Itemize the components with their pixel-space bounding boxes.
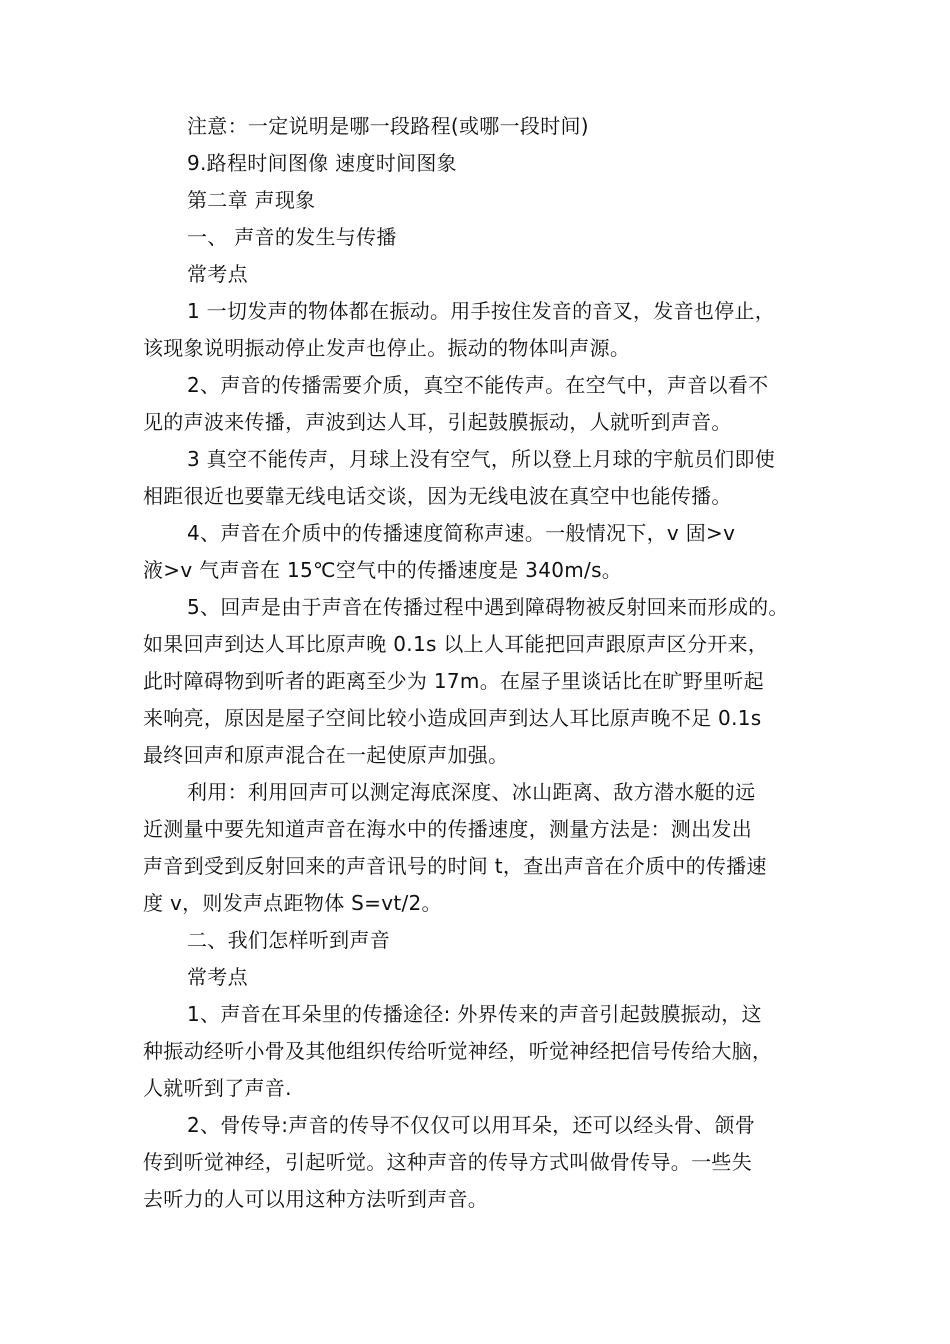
paragraph bbox=[143, 515, 813, 589]
text-line: 声音到受到反射回来的声音讯号的时间 t，查出声音在介质中的传播速 bbox=[143, 854, 767, 878]
paragraph bbox=[143, 182, 813, 219]
text-line: 种振动经听小骨及其他组织传给听觉神经，听觉神经把信号传给大脑， bbox=[143, 1039, 773, 1063]
text-line: 一、 声音的发生与传播 bbox=[187, 225, 397, 249]
paragraph bbox=[143, 256, 813, 293]
text-line: 常考点 bbox=[187, 965, 248, 989]
text-line: 4、声音在介质中的传播速度简称声速。一般情况下，v 固>v bbox=[187, 521, 736, 545]
paragraph bbox=[143, 108, 813, 145]
text-line: 常考点 bbox=[187, 262, 248, 286]
text-line: 3 真空不能传声，月球上没有空气，所以登上月球的宇航员们即使 bbox=[187, 447, 776, 471]
paragraph bbox=[143, 922, 813, 959]
paragraph bbox=[143, 367, 813, 441]
paragraph bbox=[143, 1107, 813, 1218]
text-line: 见的声波来传播，声波到达人耳，引起鼓膜振动，人就听到声音。 bbox=[143, 410, 732, 434]
text-line: 来响亮，原因是屋子空间比较小造成回声到达人耳比原声晚不足 0.1s bbox=[143, 706, 762, 730]
paragraph bbox=[143, 145, 813, 182]
text-line: 注意：一定说明是哪一段路程(或哪一段时间) bbox=[187, 114, 589, 138]
text-line: 如果回声到达人耳比原声晚 0.1s 以上人耳能把回声跟原声区分开来， bbox=[143, 632, 769, 656]
paragraph bbox=[143, 219, 813, 256]
text-line: 传到听觉神经，引起听觉。这种声音的传导方式叫做骨传导。一些失 bbox=[143, 1150, 752, 1174]
text-line: 1 一切发声的物体都在振动。用手按住发音的音叉，发音也停止， bbox=[187, 299, 776, 323]
text-line: 2、声音的传播需要介质，真空不能传声。在空气中，声音以看不 bbox=[187, 373, 769, 397]
text-line: 二、我们怎样听到声音 bbox=[187, 928, 390, 952]
text-line: 9.路程时间图像 速度时间图象 bbox=[187, 151, 457, 175]
text-line: 2、骨传导:声音的传导不仅仅可以用耳朵，还可以经头骨、颌骨 bbox=[187, 1113, 756, 1137]
text-line: 液>v 气声音在 15℃空气中的传播速度是 340m/s。 bbox=[143, 558, 623, 582]
text-line: 利用：利用回声可以测定海底深度、冰山距离、敌方潜水艇的远 bbox=[187, 780, 756, 804]
text-line: 该现象说明振动停止发声也停止。振动的物体叫声源。 bbox=[143, 336, 631, 360]
text-line: 此时障碍物到听者的距离至少为 17m。在屋子里谈话比在旷野里听起 bbox=[143, 669, 764, 693]
text-line: 度 v，则发声点距物体 S=vt/2。 bbox=[143, 891, 442, 915]
paragraph bbox=[143, 996, 813, 1107]
text-line: 5、回声是由于声音在传播过程中遇到障碍物被反射回来而形成的。 bbox=[187, 595, 789, 619]
text-line: 最终回声和原声混合在一起使原声加强。 bbox=[143, 743, 509, 767]
text-line: 相距很近也要靠无线电话交谈，因为无线电波在真空中也能传播。 bbox=[143, 484, 732, 508]
document-page bbox=[143, 108, 813, 1218]
paragraph bbox=[143, 293, 813, 367]
text-line: 近测量中要先知道声音在海水中的传播速度，测量方法是：测出发出 bbox=[143, 817, 752, 841]
text-line: 去听力的人可以用这种方法听到声音。 bbox=[143, 1187, 489, 1211]
paragraph bbox=[143, 959, 813, 996]
paragraph bbox=[143, 589, 813, 774]
text-line: 1、声音在耳朵里的传播途径: 外界传来的声音引起鼓膜振动，这 bbox=[187, 1002, 762, 1026]
text-line: 第二章 声现象 bbox=[187, 188, 316, 212]
paragraph bbox=[143, 774, 813, 922]
paragraph bbox=[143, 441, 813, 515]
text-line: 人就听到了声音. bbox=[143, 1076, 292, 1100]
